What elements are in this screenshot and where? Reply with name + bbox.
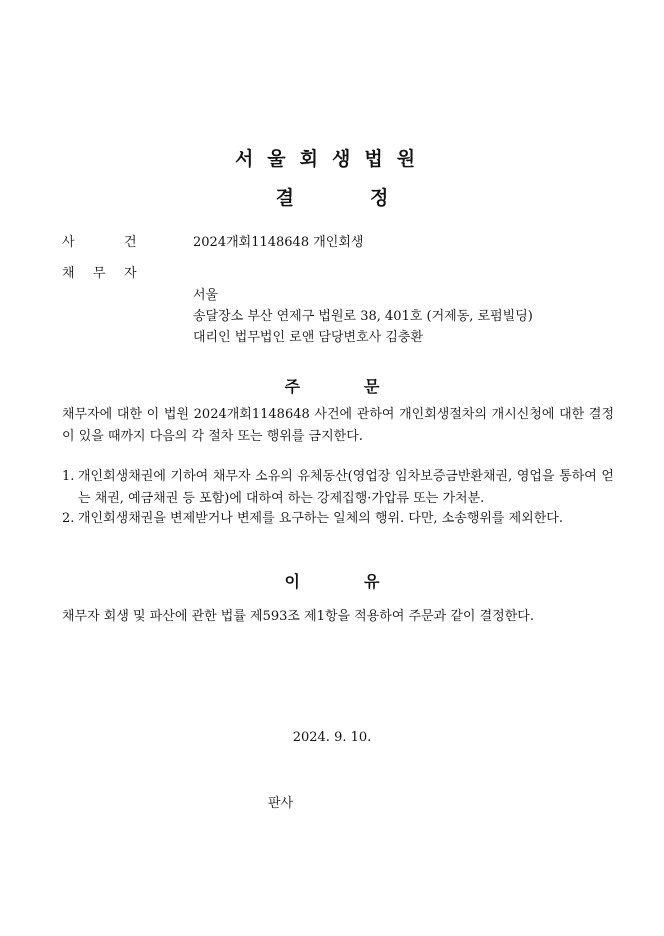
order-item-number: 1.: [62, 469, 75, 484]
debtor-label: [62, 262, 155, 281]
order-item-text: 개인회생채권에 기하여 채무자 소유의 유체동산(영업장 임차보증금반환채권, 영업을 통하여 얻는 채권, 예금채권 등 포함)에 대하여 하는 강제집행·가압류 또는 가처분.: [78, 469, 614, 506]
reason-heading-char: 이: [284, 572, 300, 591]
decision-date: 2024. 9. 10.: [292, 730, 372, 745]
debtor-agent: 대리인 법무법인 로앤 담당변호사 김충환: [193, 330, 424, 345]
reason-text: 채무자 회생 및 파산에 관한 법률 제593조 제1항을 적용하여 주문과 같이 결정한다.: [62, 609, 534, 624]
order-text: 채무자에 대한 이 법원 2024개회1148648 사건에 관하여 개인회생절차의 개시신청에 대한 결정이 있을 때까지 다음의 각 절차 또는 행위를 금지한다.: [62, 407, 614, 444]
case-label-char: 사: [62, 235, 75, 250]
case-label: [62, 231, 137, 250]
document-title-char: 정: [370, 187, 389, 209]
document-title-char: 결: [275, 187, 294, 209]
judge-label: 판사: [268, 796, 294, 811]
order-item-text: 개인회생채권을 변제받거나 변제를 요구하는 일체의 행위. 다만, 소송행위를 제외한다.: [78, 511, 563, 526]
document-title: [0, 183, 664, 210]
case-number: 2024개회1148648 개인회생: [193, 235, 364, 250]
order-heading-char: 문: [364, 377, 380, 396]
court-name: 서울회생법원: [234, 148, 430, 170]
order-item-number: 2.: [62, 511, 75, 526]
order-heading-char: 주: [284, 377, 300, 396]
debtor-address: 서울: [193, 288, 219, 303]
debtor-label-char: 무: [93, 266, 106, 281]
order-item: [62, 508, 614, 530]
debtor-service-place: 송달장소 부산 연제구 법원로 38, 401호 (거제동, 로펌빌딩): [193, 309, 533, 324]
order-item: [62, 466, 614, 510]
order-heading: [0, 374, 664, 397]
debtor-label-char: 채: [62, 266, 75, 281]
case-label-char: 건: [124, 235, 137, 250]
reason-heading: [0, 569, 664, 592]
reason-heading-char: 유: [364, 572, 380, 591]
debtor-label-char: 자: [124, 266, 137, 281]
